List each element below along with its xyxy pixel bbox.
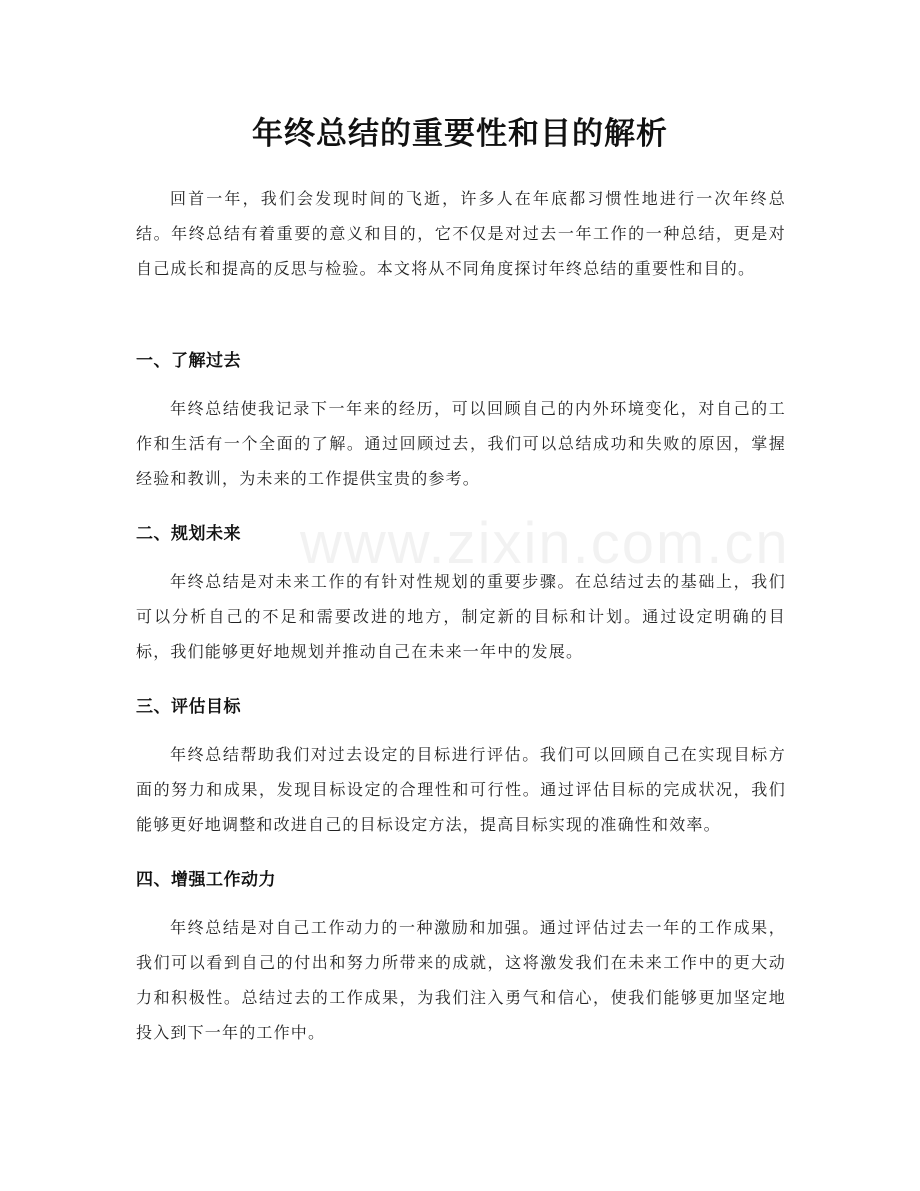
section-heading-3: 三、评估目标	[136, 697, 241, 717]
watermark-text: www.zixin.com.cn	[300, 511, 790, 576]
section-heading-2: 二、规划未来	[136, 524, 241, 544]
section-heading-1: 一、了解过去	[136, 351, 241, 371]
intro-paragraph: 回首一年，我们会发现时间的飞逝，许多人在年底都习惯性地进行一次年终总结。年终总结有着重要的意义和目的，它不仅是对过去一年工作的一种总结，更是对自己成长和提高的反思与检验。本文将从不同角度探讨年终总结的重要性和目的。	[136, 189, 786, 278]
section-body-4: 年终总结是对自己工作动力的一种激励和加强。通过评估过去一年的工作成果，我们可以看到自己的付出和努力所带来的成就，这将激发我们在未来工作中的更大动力和积极性。总结过去的工作成果，为我们注入勇气和信心，使我们能够更加坚定地投入到下一年的工作中。	[136, 918, 786, 1042]
section-body-2: 年终总结是对未来工作的有针对性规划的重要步骤。在总结过去的基础上，我们可以分析自己的不足和需要改进的地方，制定新的目标和计划。通过设定明确的目标，我们能够更好地规划并推动自己在未来一年中的发展。	[136, 572, 786, 661]
document-title: 年终总结的重要性和目的解析	[252, 116, 668, 152]
section-body-3: 年终总结帮助我们对过去设定的目标进行评估。我们可以回顾自己在实现目标方面的努力和成果，发现目标设定的合理性和可行性。通过评估目标的完成状况，我们能够更好地调整和改进自己的目标设定方法，提高目标实现的准确性和效率。	[136, 745, 786, 834]
section-body-1: 年终总结使我记录下一年来的经历，可以回顾自己的内外环境变化，对自己的工作和生活有一个全面的了解。通过回顾过去，我们可以总结成功和失败的原因，掌握经验和教训，为未来的工作提供宝贵的参考。	[136, 399, 786, 488]
section-heading-4: 四、增强工作动力	[136, 870, 276, 890]
